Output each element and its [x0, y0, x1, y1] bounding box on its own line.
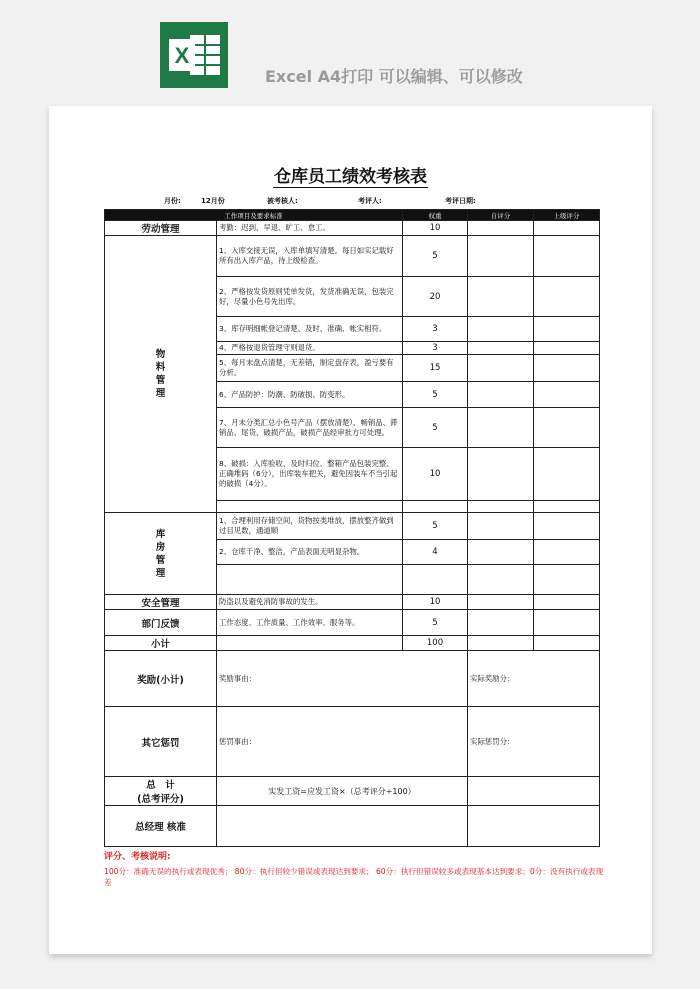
table-row	[105, 806, 600, 847]
sheet-title: 仓库员工绩效考核表	[274, 167, 427, 187]
item-text: 8、破损：入库验收、及时归位、整箱产品包装完整、正确堆码（6分），出库装车把关，避免因装车不当引起的破损（4分）。	[217, 448, 403, 501]
col-self-header: 自评分	[468, 210, 534, 221]
superior-score-cell[interactable]	[534, 513, 600, 540]
item-text: 工作态度、工作质量、工作效率、服务等。	[217, 610, 403, 636]
self-score-cell[interactable]	[468, 342, 534, 355]
total-score-cell[interactable]	[468, 777, 600, 806]
item-text: 1、合理利用存储空间，货物按类堆放，摆放整齐做到过目见数，通道顺	[217, 513, 403, 540]
category-safety: 安全管理	[105, 595, 217, 610]
superior-score-cell[interactable]	[534, 277, 600, 317]
self-score-cell[interactable]	[468, 317, 534, 342]
penalty-actual-field[interactable]: 实际惩罚分：	[468, 707, 600, 777]
weight-cell: 3	[403, 342, 468, 355]
item-text: 3、库存明细帐登记清楚、及时、准确、帐实相符。	[217, 317, 403, 342]
notes-body: 100分：准确无误的执行或表现优秀； 80分：执行但较少错误或表现达到要求； 60分：执行但错误较多或表现基本达到要求；0分：没有执行或表现差	[104, 867, 604, 887]
gm-approval-field[interactable]	[217, 806, 468, 847]
self-score-cell[interactable]	[468, 382, 534, 408]
item-text	[217, 565, 403, 595]
month-label: 月份:	[164, 197, 181, 205]
superior-score-cell[interactable]	[534, 317, 600, 342]
weight-cell: 5	[403, 408, 468, 448]
item-text: 6、产品防护：防潮、防破损、防变形。	[217, 382, 403, 408]
notes-heading: 评分、考核说明:	[104, 852, 171, 862]
weight-cell	[403, 565, 468, 595]
assessment-table	[104, 209, 600, 847]
item-text: 4、严格按退货管理守则退货。	[217, 342, 403, 355]
category-subtotal: 小计	[105, 636, 217, 651]
superior-score-cell[interactable]	[534, 595, 600, 610]
table-row	[105, 636, 600, 651]
superior-score-cell[interactable]	[534, 448, 600, 501]
category-reward: 奖励(小计)	[105, 651, 217, 707]
category-material: 物 料 管 理	[105, 236, 217, 513]
reward-reason-field[interactable]: 奖励事由：	[217, 651, 468, 707]
self-score-cell[interactable]	[468, 595, 534, 610]
table-row	[105, 707, 600, 777]
item-text: 防盗以及避免消防事故的发生。	[217, 595, 403, 610]
table-row	[105, 236, 600, 277]
table-row	[105, 595, 600, 610]
category-warehouse: 库 房 管 理	[105, 513, 217, 595]
weight-cell: 10	[403, 448, 468, 501]
weight-cell: 5	[403, 513, 468, 540]
item-text: 2、严格按发货原则凭单发货，发货准确无误，包装完好，尽量小色号先出库。	[217, 277, 403, 317]
superior-score-cell[interactable]	[534, 355, 600, 382]
col-weight-header: 权重	[403, 210, 468, 221]
superior-score-cell[interactable]	[534, 221, 600, 236]
excel-icon	[160, 22, 228, 88]
total-sublabel: (总考评分)	[137, 794, 184, 805]
superior-score-cell[interactable]	[534, 236, 600, 277]
superior-score-cell[interactable]	[534, 408, 600, 448]
table-row	[105, 651, 600, 707]
weight-cell: 5	[403, 382, 468, 408]
self-score-cell[interactable]	[468, 221, 534, 236]
self-score-cell[interactable]	[468, 448, 534, 501]
banner-caption: Excel A4打印 可以编辑、可以修改	[265, 67, 523, 86]
table-row	[105, 221, 600, 236]
col-superior-header: 上级评分	[534, 210, 600, 221]
weight-cell: 15	[403, 355, 468, 382]
weight-cell: 10	[403, 221, 468, 236]
superior-score-cell[interactable]	[534, 610, 600, 636]
category-gm-approval: 总经理 核准	[105, 806, 217, 847]
superior-score-cell[interactable]	[534, 382, 600, 408]
salary-formula: 实发工资=应发工资×（总考评分÷100）	[217, 777, 468, 806]
superior-score-total-cell[interactable]	[534, 636, 600, 651]
self-score-cell[interactable]	[468, 408, 534, 448]
col-item-header: 工作项目及要求标准	[105, 210, 403, 221]
category-total	[105, 777, 217, 806]
self-score-cell[interactable]	[468, 355, 534, 382]
weight-cell	[403, 501, 468, 513]
total-label: 总 计	[146, 780, 175, 791]
superior-score-cell[interactable]	[534, 540, 600, 565]
item-text: 7、月末分类汇总小色号产品（摆放清楚）、畅销品、滞销品、尾货、破损产品，破损产品经审批方可处理。	[217, 408, 403, 448]
superior-score-cell[interactable]	[534, 501, 600, 513]
category-feedback: 部门反馈	[105, 610, 217, 636]
self-score-cell[interactable]	[468, 513, 534, 540]
self-score-cell[interactable]	[468, 277, 534, 317]
month-value: 12月份	[201, 197, 225, 205]
self-score-cell[interactable]	[468, 540, 534, 565]
banner	[0, 0, 700, 105]
self-score-cell[interactable]	[468, 501, 534, 513]
item-text	[217, 501, 403, 513]
table-row	[105, 777, 600, 806]
self-score-cell[interactable]	[468, 565, 534, 595]
self-score-cell[interactable]	[468, 610, 534, 636]
table-row	[105, 513, 600, 540]
item-text	[217, 636, 403, 651]
sheet-page	[49, 106, 652, 954]
assessor-label: 考评人:	[358, 197, 382, 205]
weight-total-cell: 100	[403, 636, 468, 651]
category-penalty: 其它惩罚	[105, 707, 217, 777]
assessee-label: 被考核人:	[267, 197, 298, 205]
self-score-total-cell[interactable]	[468, 636, 534, 651]
weight-cell: 10	[403, 595, 468, 610]
item-text: 5、每月末盘点清楚，无差错，制定盘存表，盈亏要有分析。	[217, 355, 403, 382]
gm-signature-field[interactable]	[468, 806, 600, 847]
svg-text:X: X	[174, 43, 190, 68]
weight-cell: 3	[403, 317, 468, 342]
item-text: 2、仓库干净、整洁，产品表面无明显杂物。	[217, 540, 403, 565]
weight-cell: 5	[403, 236, 468, 277]
weight-cell: 5	[403, 610, 468, 636]
item-text: 1、入库交接无误，入库单填写清楚。每日如实记载好所有出入库产品，待上级检查。	[217, 236, 403, 277]
self-score-cell[interactable]	[468, 236, 534, 277]
category-labor: 劳动管理	[105, 221, 217, 236]
superior-score-cell[interactable]	[534, 342, 600, 355]
penalty-reason-field[interactable]: 惩罚事由：	[217, 707, 468, 777]
header-row	[105, 210, 600, 221]
weight-cell: 4	[403, 540, 468, 565]
superior-score-cell[interactable]	[534, 565, 600, 595]
scoring-notes	[104, 852, 604, 888]
date-label: 考评日期:	[445, 197, 476, 205]
weight-cell: 20	[403, 277, 468, 317]
table-row	[105, 610, 600, 636]
reward-actual-field[interactable]: 实际奖励分：	[468, 651, 600, 707]
item-text: 考勤：迟到、早退、旷工、怠工。	[217, 221, 403, 236]
